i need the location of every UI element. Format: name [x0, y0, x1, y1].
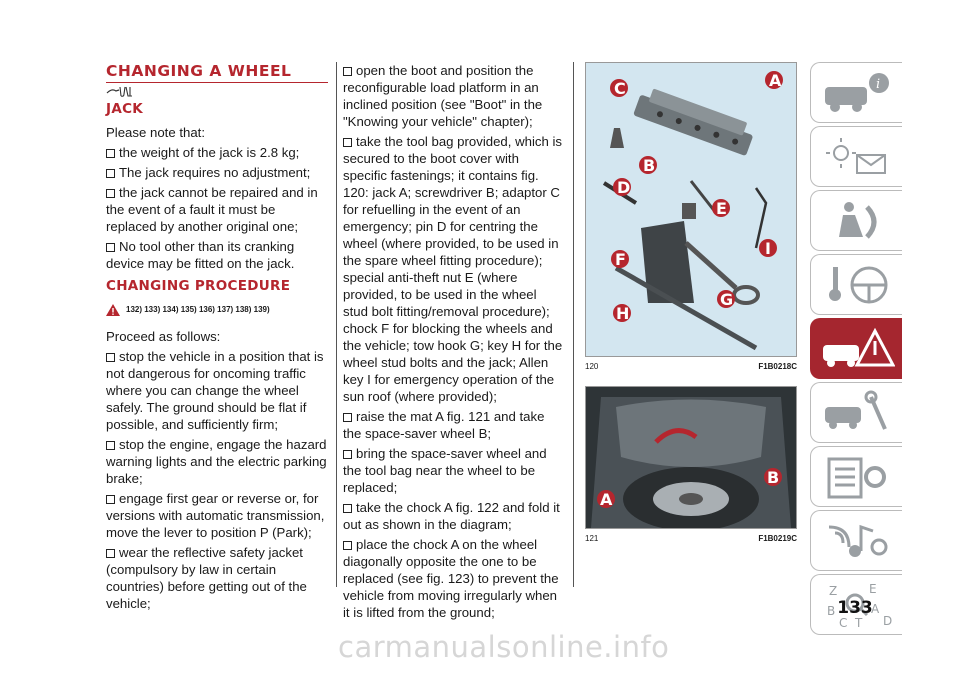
checkbox-bullet-icon	[106, 549, 115, 558]
safety-icon	[819, 197, 895, 245]
figure-caption	[585, 362, 797, 371]
tab-knowing-your-car[interactable]	[810, 62, 902, 123]
figure-code: F1B0219C	[758, 534, 797, 543]
subsection-title: JACK	[106, 101, 144, 117]
intro-text: Please note that:	[106, 125, 205, 140]
procedure-intro: Proceed as follows:	[106, 329, 221, 344]
list-item: take the tool bag provided, which is secured to the boot cover with specific fastenings; it contains fig. 120: jack A; screwdriver B; adaptor C for refuelling in the event of an emergency; pin D for centring the wheel (where provided, to be used in the spare wheel fitting procedure); special anti-theft nut E (where provided, to be used in the wheel stud bolt fitting/removal procedure); chock F for blocking the wheels and the vehicle; tow hook G; key H for the wheel stud bolts and the jack; Allen key I for emergency operation of the sun roof (where provided);	[343, 134, 563, 404]
figure-code: F1B0218C	[758, 362, 797, 371]
figure-120	[585, 62, 797, 371]
list-item: No tool other than its cranking device may be fitted on the jack.	[106, 239, 295, 271]
list-item: bring the space-saver wheel and the tool bag near the wheel to be replaced;	[343, 446, 547, 495]
list-item: The jack requires no adjustment;	[106, 164, 328, 181]
label-b: B	[643, 156, 656, 175]
column-divider	[573, 62, 574, 587]
starting-driving-icon	[819, 261, 895, 309]
warning-references: 132) 133) 134) 135) 136) 137) 138) 139)	[106, 301, 328, 318]
car-info-icon	[819, 69, 895, 117]
text-column-2	[343, 62, 565, 624]
list-item: the weight of the jack is 2.8 kg;	[106, 144, 328, 161]
label-f: F	[615, 250, 626, 269]
figure-caption	[585, 534, 797, 543]
checkbox-bullet-icon	[106, 353, 115, 362]
svg-text:C: C	[839, 616, 848, 629]
chapter-tabs	[810, 62, 902, 638]
maintenance-icon	[819, 389, 895, 437]
boot-spare-wheel-illustration	[585, 386, 797, 529]
tool-kit-illustration	[585, 62, 797, 357]
checkbox-bullet-icon	[343, 450, 352, 459]
list-item: the jack cannot be repaired and in the event of a fault it must be replaced by another original one;	[106, 185, 318, 234]
checkbox-bullet-icon	[343, 138, 352, 147]
label-g: G	[720, 290, 734, 309]
list-item: wear the reflective safety jacket (compulsory by law in certain countries) before getting out of the vehicle;	[106, 545, 307, 611]
figure-121	[585, 386, 797, 543]
list-item: place the chock A on the wheel diagonally opposite the one to be replaced (see fig. 123) to prevent the vehicle from moving irregularly when it is lifted from the ground;	[343, 537, 559, 620]
technical-data-icon	[819, 453, 895, 501]
checkbox-bullet-icon	[343, 541, 352, 550]
label-a: A	[769, 71, 782, 90]
checkbox-bullet-icon	[106, 495, 115, 504]
tab-starting-driving[interactable]	[810, 254, 902, 315]
checkbox-bullet-icon	[343, 67, 352, 76]
list-item: take the chock A fig. 122 and fold it out as shown in the diagram;	[343, 500, 560, 532]
list-item: stop the vehicle in a position that is not dangerous for oncoming traffic where you can change the wheel safely. The ground should be flat if possible, and sufficiently firm;	[106, 349, 324, 432]
tab-warning-lights[interactable]	[810, 126, 902, 187]
tab-maintenance[interactable]	[810, 382, 902, 443]
procedure-title: CHANGING PROCEDURE	[106, 278, 291, 294]
tab-safety[interactable]	[810, 190, 902, 251]
title-rule	[106, 62, 328, 83]
checkbox-bullet-icon	[106, 243, 115, 252]
svg-text:i: i	[876, 77, 881, 92]
list-item: open the boot and position the reconfigurable load platform in an inclined position (see "Boot" in the "Knowing your vehicle" chapter);	[343, 63, 543, 129]
list-item: engage first gear or reverse or, for versions with automatic transmission, move the lever to position P (Park);	[106, 491, 325, 540]
warning-triangle-icon	[106, 304, 120, 316]
label-c: C	[614, 79, 626, 98]
list-item: stop the engine, engage the hazard warning lights and the electric parking brake;	[106, 437, 327, 486]
label-i: I	[765, 239, 771, 258]
checkbox-bullet-icon	[343, 413, 352, 422]
checkbox-bullet-icon	[106, 149, 115, 158]
label-a: A	[600, 490, 613, 509]
list-item: raise the mat A fig. 121 and take the space-saver wheel B;	[343, 409, 545, 441]
svg-text:B: B	[827, 604, 836, 618]
checkbox-bullet-icon	[106, 169, 115, 178]
page-number: 133	[837, 598, 873, 618]
text-column-1	[106, 62, 328, 615]
warning-lights-icon	[819, 133, 895, 181]
svg-text:A: A	[871, 602, 880, 616]
svg-text:E: E	[869, 582, 877, 596]
label-d: D	[617, 178, 631, 197]
label-h: H	[616, 304, 630, 323]
multimedia-icon	[819, 517, 895, 565]
figure-number: 121	[585, 534, 599, 543]
emergency-icon	[819, 325, 895, 373]
section-title: CHANGING A WHEEL	[106, 62, 292, 80]
svg-text:D: D	[883, 614, 893, 628]
column-divider	[336, 62, 337, 587]
tab-technical-data[interactable]	[810, 446, 902, 507]
watermark: carmanualsonline.info	[338, 630, 670, 664]
note-symbol-icon	[106, 85, 328, 99]
figure-number: 120	[585, 362, 599, 371]
svg-text:T: T	[855, 616, 863, 629]
checkbox-bullet-icon	[343, 504, 352, 513]
checkbox-bullet-icon	[106, 441, 115, 450]
label-e: E	[716, 199, 727, 218]
checkbox-bullet-icon	[106, 189, 115, 198]
tab-multimedia[interactable]	[810, 510, 902, 571]
svg-text:Z: Z	[829, 584, 838, 598]
tab-in-an-emergency[interactable]	[810, 318, 902, 379]
label-b: B	[767, 468, 780, 487]
